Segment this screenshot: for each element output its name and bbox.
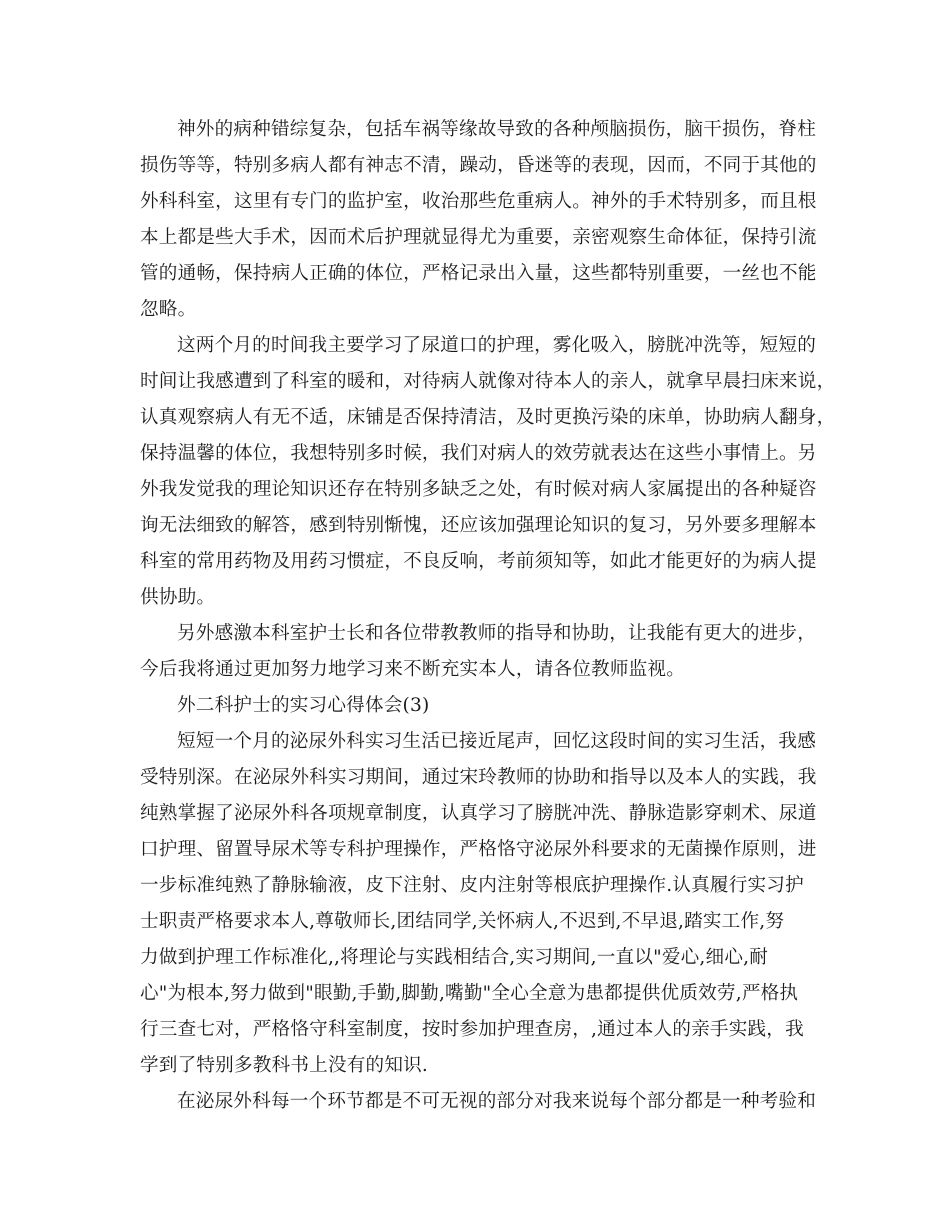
text-line: 心"为根本,努力做到"眼勤,手勤,脚勤,嘴勤"全心全意为患都提供优质效劳,严格执 (140, 983, 799, 1004)
text-line: 忽略。 (140, 299, 197, 320)
text-line: 询无法细致的解答，感到特别惭愧，还应该加强理论知识的复习，另外要多理解本 (140, 515, 817, 536)
text-line: 短短一个月的泌尿外科实习生活已接近尾声，回忆这段时间的实习生活，我感 (177, 731, 816, 752)
text-line: 神外的病种错综复杂，包括车祸等缘故导致的各种颅脑损伤，脑干损伤，脊柱 (177, 119, 816, 140)
text-line: 管的通畅，保持病人正确的体位，严格记录出入量，这些都特别重要，一丝也不能 (140, 263, 817, 284)
text-line: 损伤等等，特别多病人都有神志不清，躁动，昏迷等的表现，因而，不同于其他的 (140, 155, 817, 176)
text-line: 口护理、留置导尿术等专科护理操作，严格恪守泌尿外科要求的无菌操作原则，进 (140, 839, 817, 860)
text-line: 学到了特别多教科书上没有的知识. (140, 1055, 429, 1076)
text-line: 在泌尿外科每一个环节都是不可无视的部分对我来说每个部分都是一种考验和 (177, 1091, 816, 1112)
text-line: 这两个月的时间我主要学习了尿道口的护理，雾化吸入，膀胱冲洗等，短短的 (177, 335, 816, 356)
text-line: 士职责严格要求本人,尊敬师长,团结同学,关怀病人,不迟到,不早退,踏实工作,努 (140, 911, 785, 932)
text-line: 另外感激本科室护士长和各位带教教师的指导和协助，让我能有更大的进步， (177, 623, 816, 644)
section-heading: 外二科护士的实习心得体会(3) (177, 695, 430, 716)
text-line: 科室的常用药物及用药习惯症，不良反响，考前须知等，如此才能更好的为病人提 (140, 551, 817, 572)
text-line: 保持温馨的体位，我想特别多时候，我们对病人的效劳就表达在这些小事情上。另 (140, 443, 817, 464)
text-line: 认真观察病人有无不适，床铺是否保持清洁，及时更换污染的床单，协助病人翻身， (140, 407, 836, 428)
text-line: 本上都是些大手术，因而术后护理就显得尤为重要，亲密观察生命体征，保持引流 (140, 227, 817, 248)
text-line: 力做到护理工作标准化,,将理论与实践相结合,实习期间,一直以"爱心,细心,耐 (140, 947, 769, 968)
text-line: 纯熟掌握了泌尿外科各项规章制度，认真学习了膀胱冲洗、静脉造影穿刺术、尿道 (140, 803, 817, 824)
text-line: 受特别深。在泌尿外科实习期间，通过宋玲教师的协助和指导以及本人的实践，我 (140, 767, 817, 788)
text-line: 供协助。 (140, 587, 216, 608)
text-line: 一步标准纯熟了静脉输液，皮下注射、皮内注射等根底护理操作.认真履行实习护 (140, 875, 804, 896)
text-line: 今后我将通过更加努力地学习来不断充实本人，请各位教师监视。 (140, 659, 686, 680)
text-line: 外我发觉我的理论知识还存在特别多缺乏之处，有时候对病人家属提出的各种疑咨 (140, 479, 817, 500)
text-line: 外科科室，这里有专门的监护室，收治那些危重病人。神外的手术特别多，而且根 (140, 191, 817, 212)
text-line: 时间让我感遭到了科室的暖和，对待病人就像对待本人的亲人，就拿早晨扫床来说， (140, 371, 836, 392)
text-line: 行三查七对，严格恪守科室制度，按时参加护理查房，,通过本人的亲手实践，我 (140, 1019, 804, 1040)
